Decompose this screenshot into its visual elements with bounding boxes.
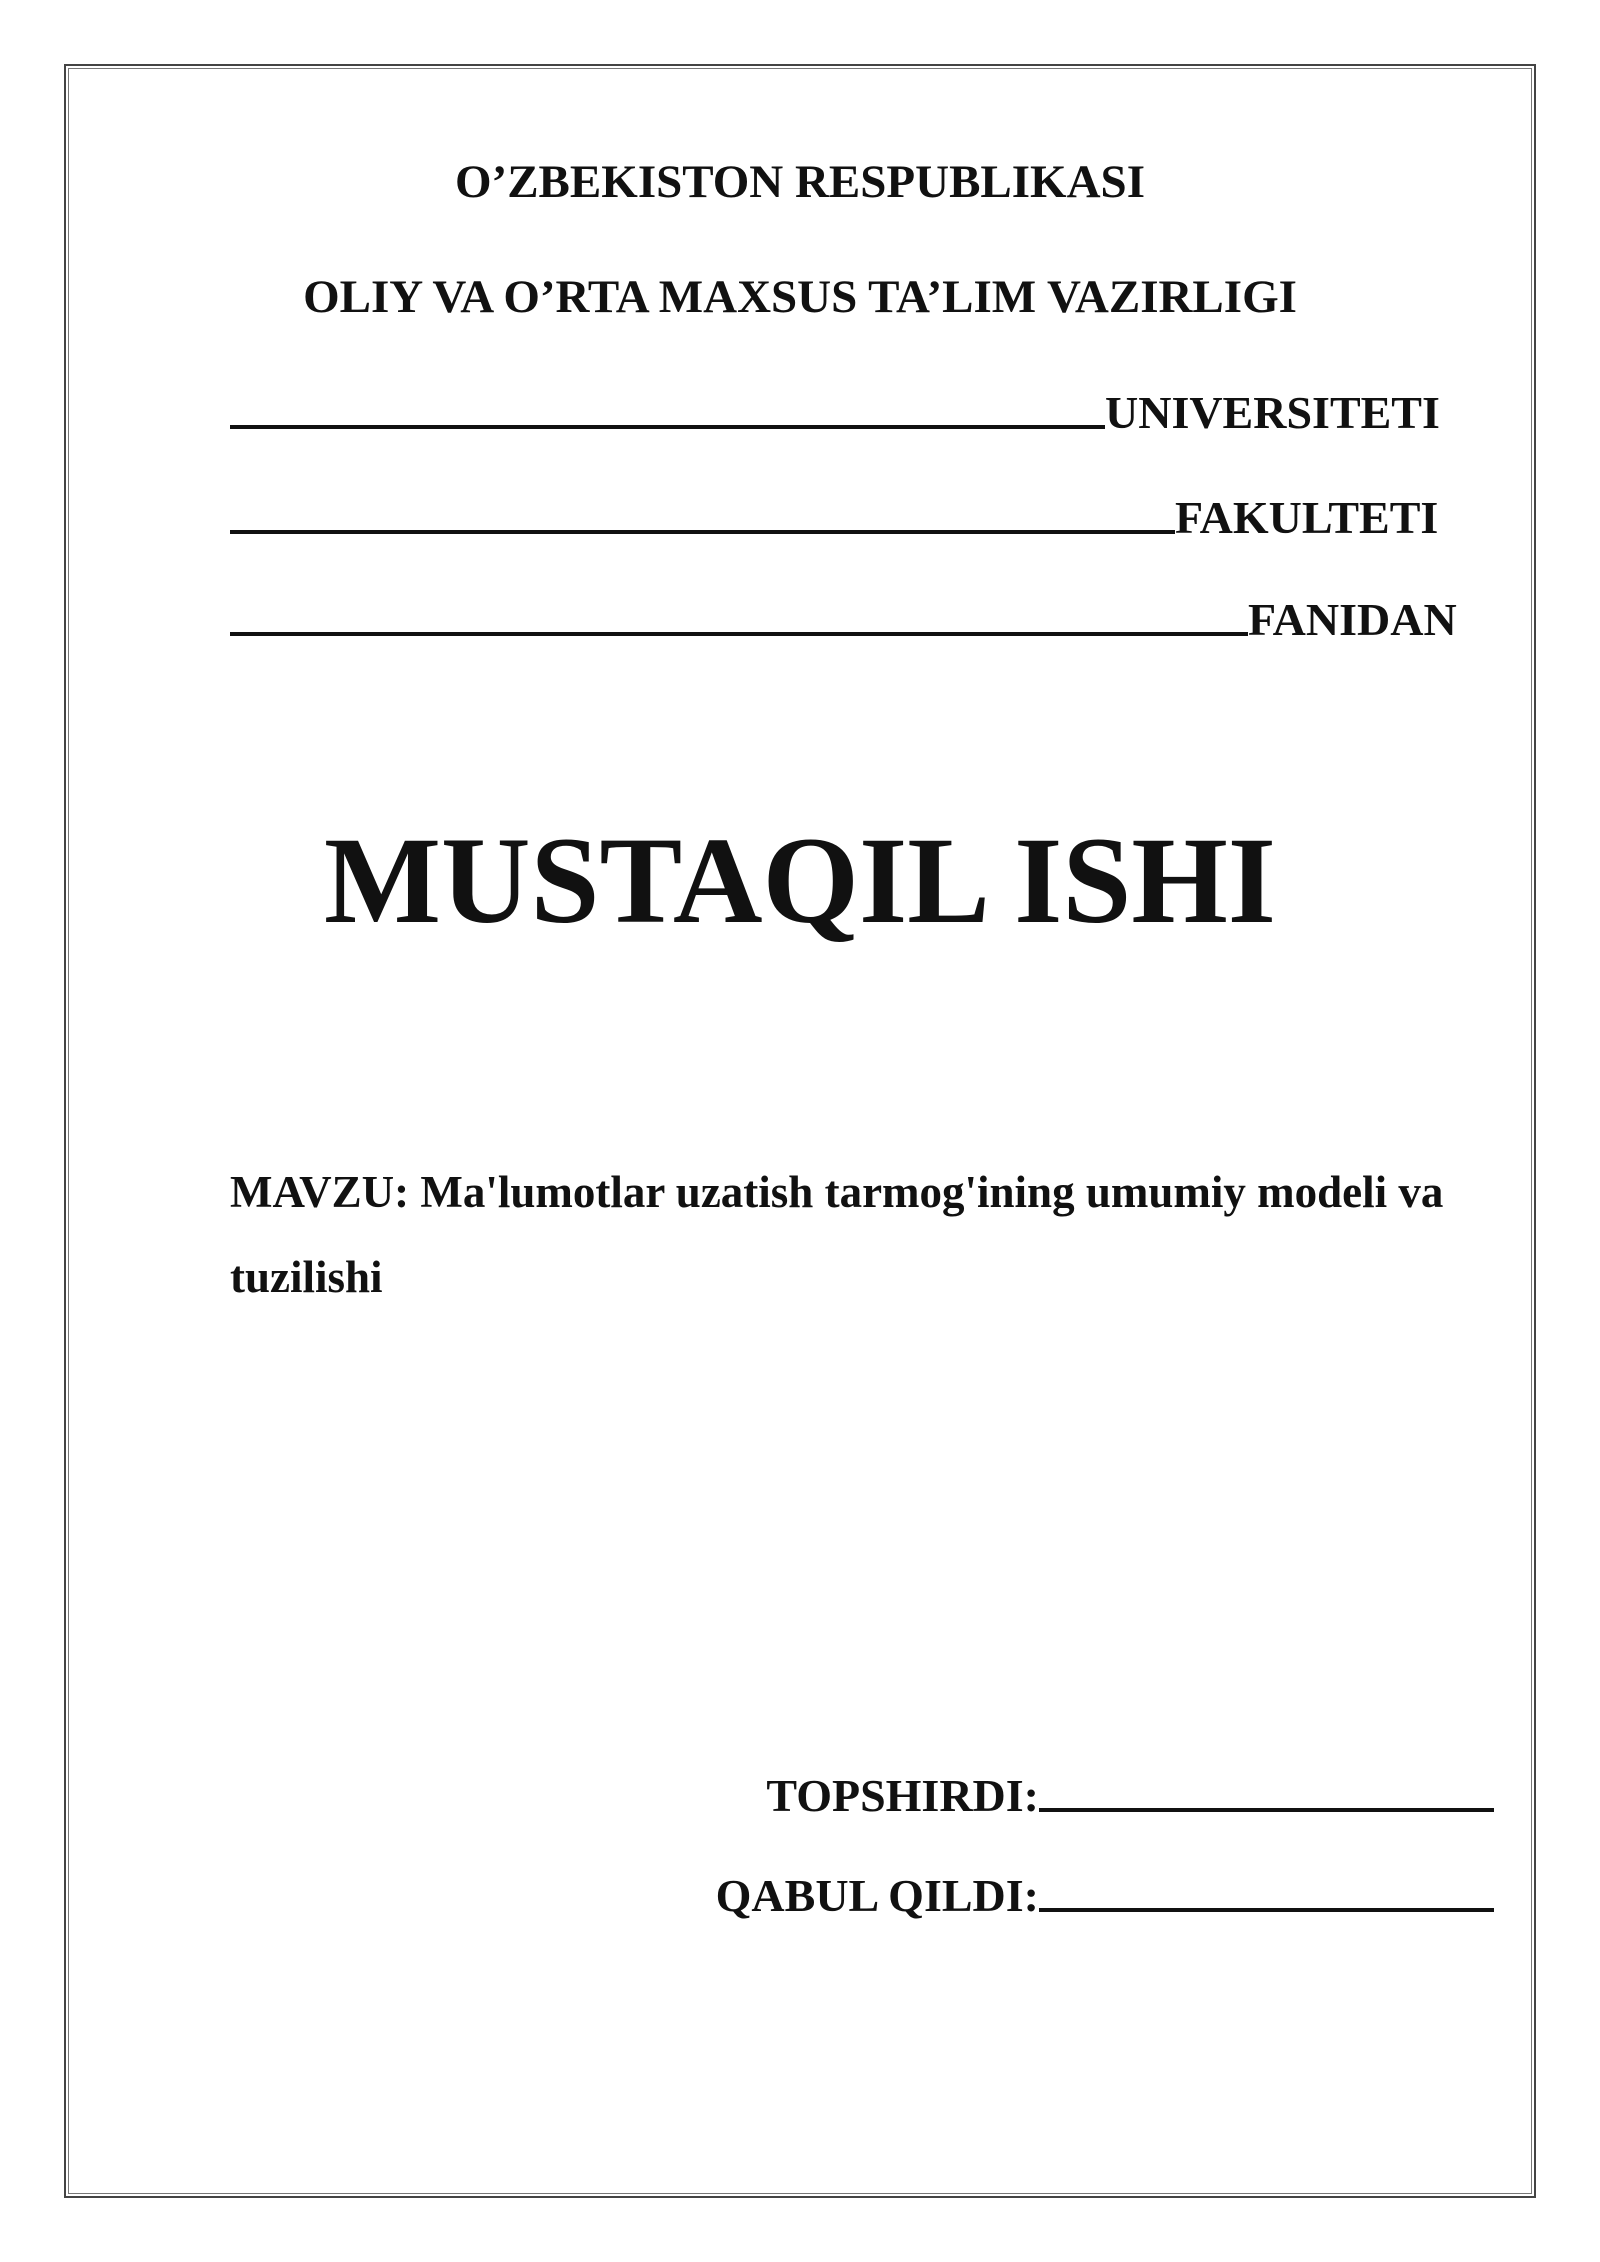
university-blank[interactable]	[230, 385, 1105, 429]
submitted-by-label: TOPSHIRDI:	[766, 1770, 1039, 1821]
faculty-field	[230, 490, 1438, 544]
submitted-by-field	[766, 1768, 1494, 1822]
republic-heading: O’ZBEKISTON RESPUBLIKASI	[455, 156, 1145, 208]
document-title: MUSTAQIL ISHI	[323, 812, 1277, 949]
university-label: UNIVERSITETI	[1105, 387, 1440, 438]
university-field	[230, 385, 1440, 439]
faculty-blank[interactable]	[230, 490, 1175, 534]
subject-field	[230, 592, 1457, 646]
subject-label: FANIDAN	[1248, 594, 1457, 645]
faculty-label: FAKULTETI	[1175, 492, 1439, 543]
accepted-by-label: QABUL QILDI:	[715, 1870, 1039, 1921]
topic-text: MAVZU: Ma'lumotlar uzatish tarmog'ining umumiy modeli va tuzilishi	[230, 1167, 1444, 1302]
accepted-by-field	[716, 1868, 1494, 1922]
submitted-by-blank[interactable]	[1039, 1768, 1494, 1812]
ministry-heading: OLIY VA O’RTA MAXSUS TA’LIM VAZIRLIGI	[303, 271, 1297, 323]
subject-blank[interactable]	[230, 592, 1248, 636]
accepted-by-blank[interactable]	[1039, 1868, 1494, 1912]
